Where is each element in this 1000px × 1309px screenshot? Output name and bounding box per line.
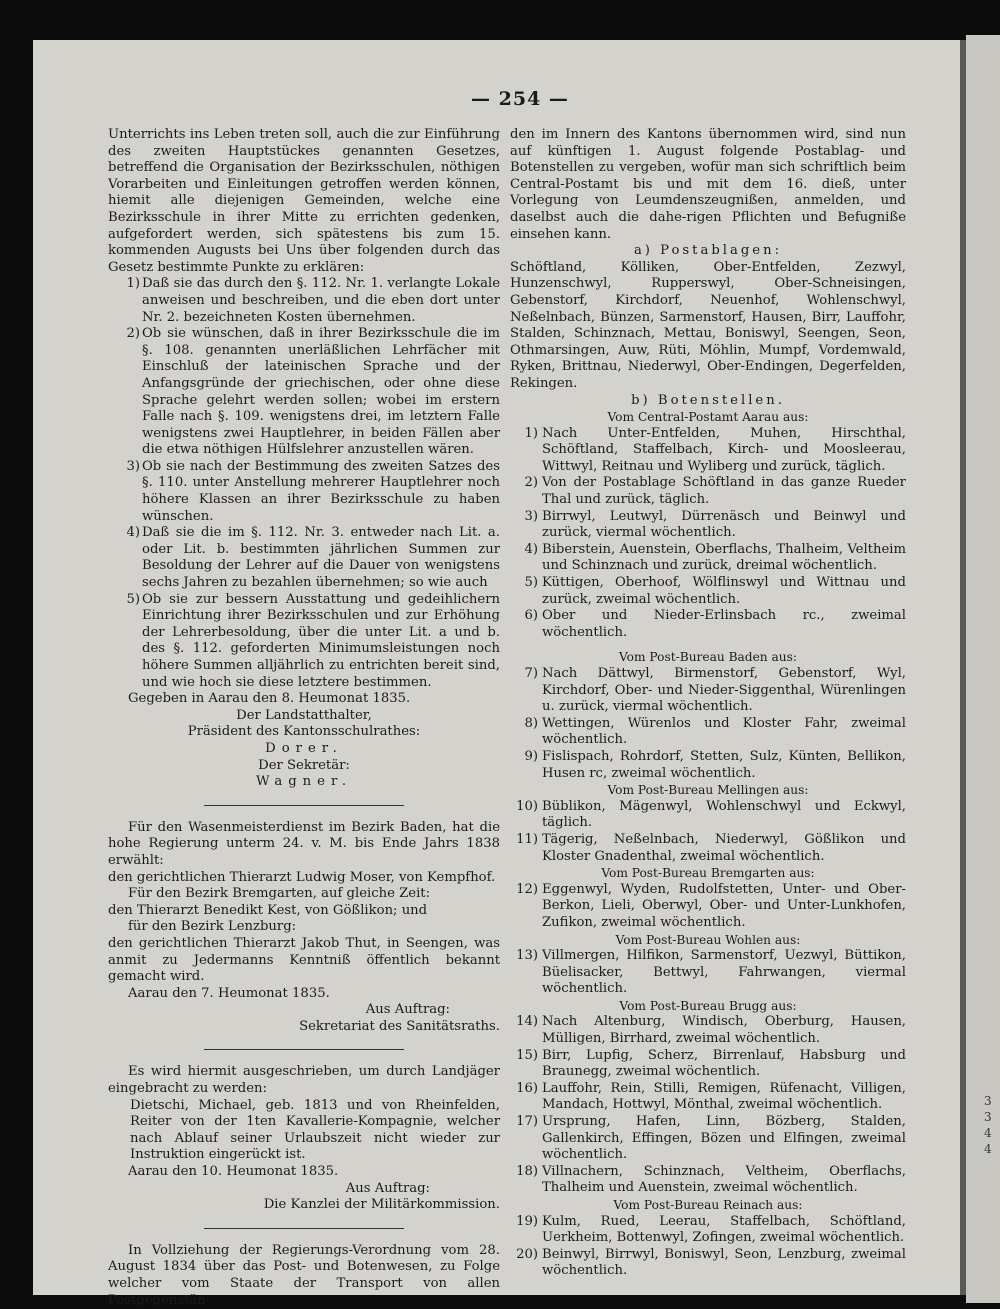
route-item [510,1014,906,1047]
notice-paragraph: Dietschi, Michael, geb. 1813 und von Rheinfelden, Reiter von der 1ten Kavallerie-Kompagnie, welcher nach Ablauf seiner Urlaubszeit nicht wieder zur Instruktion eingerückt ist. [130,1097,500,1163]
signature-name: Dorer. [265,740,343,756]
route-item [510,542,906,575]
office-heading: Vom Central-Postamt Aarau aus: [607,410,809,425]
right-column [510,127,906,1280]
route-number: 17) [516,1114,538,1130]
route-item [510,832,906,865]
list-item [108,525,500,591]
route-number: 19) [516,1213,538,1229]
route-number: 6) [524,608,538,624]
section-heading: a) Postablagen: [633,243,783,259]
office-heading: Vom Post-Bureau Baden aus: [618,650,798,665]
list-item [108,592,500,692]
office-heading: Vom Post-Bureau Bremgarten aus: [601,866,815,881]
route-text: Villmergen, Hilfikon, Sarmenstorf, Uezwyl, Büttikon, Büelisacker, Bettwyl, Fahrwangen, viermal wöchentlich. [542,948,906,997]
list-number: 5) [126,591,140,607]
route-item [510,799,906,832]
list-item [108,459,500,525]
route-text: Nach Altenburg, Windisch, Oberburg, Hausen, Mülligen, Birrhard, zweimal wöchentlich. [542,1014,906,1047]
notice-date: Aarau den 7. Heumonat 1835. [128,985,330,1001]
route-number: 18) [516,1163,538,1179]
margin-digit: 3 [984,1110,992,1124]
notice-signature: Die Kanzlei der Militärkommission. [263,1197,500,1213]
list-text: Ob sie zur bessern Ausstattung und gedeihlichern Einrichtung ihrer Bezirksschulen und zur Erhöhung der Lehrerbesoldung, über die unter Lit. a und b. des §. 112. geforderten Minimumsleistungen noch höhere Summen alljährlich zu entrichten bereit sind, und wie hoch sie diese letztere bestimmen. [142,591,500,690]
route-item [510,1081,906,1114]
page-gutter [960,40,966,1295]
route-item [510,608,906,641]
continued-paragraph: den im Innern des Kantons übernommen wird, sind nun auf künftigen 1. August folgende Postablag- und Botenstellen zu vergeben, wofür man sich schriftlich beim Central-Postamt bis und mit dem 16. dieß, unter Vorlegung von Leumdenszeugnißen, anmelden, und daselbst auch die dahe-rigen Pflichten und Befugniße einsehen kann. [510,127,906,242]
signature-title: Präsident des Kantonsschulrathes: [187,724,421,740]
route-item [510,749,906,782]
route-item [510,426,906,476]
route-item [510,882,906,932]
notice-paragraph: Es wird hiermit ausgeschrieben, um durch Landjäger eingebracht zu werden: [108,1064,500,1097]
office-heading: Vom Post-Bureau Mellingen aus: [607,783,809,798]
route-text: Kulm, Rued, Leerau, Staffelbach, Schöftland, Uerkheim, Bottenwyl, Zofingen, zweimal wöchentlich. [542,1213,906,1246]
route-number: 5) [524,575,538,591]
left-column [108,127,500,1309]
signature-title: Der Landstatthalter, [236,707,372,723]
route-item [510,1164,906,1197]
given-date: Gegeben in Aarau den 8. Heumonat 1835. [128,691,411,707]
route-number: 11) [516,831,538,847]
office-heading: Vom Post-Bureau Brugg aus: [619,998,797,1013]
notice-line: den Thierarzt Benedikt Kest, von Gößlikon; und [108,902,428,918]
notice-line: Für den Bezirk Bremgarten, auf gleiche Zeit: [128,886,431,902]
adjacent-page [966,35,1000,1303]
office-heading: Vom Post-Bureau Reinach aus: [613,1198,803,1212]
route-number: 2) [524,475,538,491]
route-number: 7) [524,666,538,681]
list-number: 4) [126,525,140,541]
notice-paragraph: Für den Wasenmeisterdienst im Bezirk Baden, hat die hohe Regierung unterm 24. v. M. bis Ende Jahrs 1838 erwählt: [108,819,500,868]
office-heading: Vom Post-Bureau Wohlen aus: [615,932,801,947]
notice-line: den gerichtlichen Thierarzt Ludwig Moser, von Kempfhof. [108,869,496,885]
notice-paragraph: In Vollziehung der Regierungs-Verordnung vom 28. August 1834 über das Post- und Botenwesen, zu Folge welcher vom Staate der Transport von allen Postgegenstän- [108,1242,500,1308]
route-item [510,1048,906,1081]
route-text: Ursprung, Hafen, Linn, Bözberg, Stalden, Gallenkirch, Effingen, Bözen und Elfingen, zweimal wöchentlich. [542,1114,906,1163]
section-divider [204,1228,404,1229]
list-number: 2) [126,326,140,342]
route-number: 13) [516,948,538,964]
route-text: Ober und Nieder-Erlinsbach rc., zweimal wöchentlich. [542,608,906,640]
route-number: 8) [524,715,538,731]
route-number: 14) [516,1014,538,1030]
list-item [108,276,500,326]
notice-signature: Aus Auftrag: [365,1002,450,1018]
route-item [510,575,906,608]
route-number: 12) [516,881,538,897]
list-item [108,326,500,459]
route-number: 16) [516,1080,538,1096]
route-text: Beinwyl, Birrwyl, Boniswyl, Seon, Lenzburg, zweimal wöchentlich. [542,1246,906,1279]
route-number: 1) [524,425,538,441]
route-item [510,509,906,542]
notice-signature: Sekretariat des Sanitätsraths. [299,1018,500,1034]
route-text: Nach Unter-Entfelden, Muhen, Hirschthal, Schöftland, Staffelbach, Kirch- und Moosleerau, Wittwyl, Reitnau und Wyliberg und zurück, täglich. [542,425,906,474]
section-divider [204,1049,404,1050]
route-number: 10) [516,798,538,814]
list-text: Ob sie nach der Bestimmung des zweiten Satzes des §. 110. unter Anstellung mehrerer Hauptlehrer noch höhere Klassen an ihrer Bezirksschule zu haben wünschen. [142,458,500,524]
signature-name: Wagner. [255,774,353,790]
route-item [510,1247,906,1280]
margin-digit: 3 [984,1094,992,1108]
list-number: 1) [126,276,140,292]
route-text: Villnachern, Schinznach, Veltheim, Oberflachs, Thalheim und Auenstein, zweimal wöchentlich. [542,1163,906,1196]
route-text: Von der Postablage Schöftland in das ganze Rueder Thal und zurück, täglich. [542,475,906,508]
route-number: 20) [516,1246,538,1262]
route-item [510,716,906,749]
route-text: Nach Dättwyl, Birmenstorf, Gebenstorf, Wyl, Kirchdorf, Ober- und Nieder-Siggenthal, Würenlingen u. zurück, viermal wöchentlich. [542,666,906,715]
route-text: Birrwyl, Leutwyl, Dürrenäsch und Beinwyl und zurück, viermal wöchentlich. [542,508,906,541]
signature-title: Der Sekretär: [258,757,350,773]
notice-date: Aarau den 10. Heumonat 1835. [128,1164,339,1180]
route-number: 3) [524,508,538,524]
section-divider [204,805,404,806]
page-number: — 254 — [471,88,569,110]
margin-digit: 4 [984,1142,992,1156]
list-text: Daß sie die im §. 112. Nr. 3. entweder nach Lit. a. oder Lit. b. bestimmten jährlichen Summen zur Besoldung der Lehrer auf die Dauer von wenigstens sechs Jahren zu bezahlen übernehmen; so wie auch [142,525,500,591]
route-text: Fislispach, Rohrdorf, Stetten, Sulz, Künten, Bellikon, Husen rc, zweimal wöchentlich. [542,748,906,781]
route-item [510,1214,906,1247]
route-text: Eggenwyl, Wyden, Rudolfstetten, Unter- und Ober-Berkon, Lieli, Oberwyl, Ober- und Unter-Lunkhofen, Zufikon, zweimal wöchentlich. [542,881,906,930]
route-number: 15) [516,1047,538,1063]
route-item [510,1114,906,1164]
list-text: Ob sie wünschen, daß in ihrer Bezirksschule die im §. 108. genannten unerläßlichen Lehrfächer mit Einschluß der lateinischen Sprache und der Anfangsgründe der griechischen, oder ohne diese Sprache gelehrt werden sollen; wobei im erstern Falle nach §. 109. wenigstens drei, im letztern Falle wenigstens zwei Hauptlehrer, in beiden Fällen aber die etwa nöthigen Hülfslehrer anzustellen wären. [142,326,500,458]
notice-signature: Aus Auftrag: [345,1180,430,1196]
route-text: Büblikon, Mägenwyl, Wohlenschwyl und Eckwyl, täglich. [542,798,906,831]
notice-line: den gerichtlichen Thierarzt Jakob Thut, in Seengen, was anmit zu Jedermanns Kenntniß öffentlich bekannt gemacht wird. [108,935,500,985]
route-text: Küttigen, Oberhoof, Wölflinswyl und Wittnau und zurück, zweimal wöchentlich. [542,575,906,607]
route-text: Birr, Lupfig, Scherz, Birrenlauf, Habsburg und Braunegg, zweimal wöchentlich. [542,1047,906,1080]
route-item [510,475,906,508]
route-item [510,666,906,716]
margin-digit: 4 [984,1126,992,1140]
route-text: Lauffohr, Rein, Stilli, Remigen, Rüfenacht, Villigen, Mandach, Hottwyl, Mönthal, zweimal wöchentlich. [542,1080,906,1113]
route-text: Wettingen, Würenlos und Kloster Fahr, zweimal wöchentlich. [542,715,906,748]
route-text: Tägerig, Neßelnbach, Niederwyl, Gößlikon und Kloster Gnadenthal, zweimal wöchentlich. [542,831,906,864]
notice-line: für den Bezirk Lenzburg: [128,919,297,935]
route-number: 9) [524,748,538,764]
route-item [510,948,906,998]
intro-paragraph: Unterrichts ins Leben treten soll, auch die zur Einführung des zweiten Hauptstückes genannten Gesetzes, betreffend die Organisation der Bezirksschulen, nöthigen Vorarbeiten und Einleitungen getroffen werden können, hiemit alle diejenigen Gemeinden, welche eine Bezirksschule in ihrer Mitte zu errichten gedenken, aufgefordert werden, sich spätestens bis zum 15. kommenden Augusts bei Uns über folgenden durch das Gesetz bestimmte Punkte zu erklären: [108,127,500,275]
adjacent-page-digits [984,1093,992,1157]
route-number: 4) [524,541,538,557]
list-number: 3) [126,458,140,474]
list-text: Daß sie das durch den §. 112. Nr. 1. verlangte Lokale anweisen und beschreiben, und die eben dort unter Nr. 2. bezeichneten Kosten übernehmen. [142,276,500,325]
section-heading: b) Botenstellen. [631,392,785,408]
route-text: Biberstein, Auenstein, Oberflachs, Thalheim, Veltheim und Schinznach und zurück, dreimal wöchentlich. [542,541,906,574]
postablagen-list: Schöftland, Kölliken, Ober-Entfelden, Zezwyl, Hunzenschwyl, Rupperswyl, Ober-Schneisingen, Gebenstorf, Kirchdorf, Neuenhof, Wohlenschwyl, Neßelnbach, Bünzen, Sarmenstorf, Hausen, Birr, Lauffohr, Stalden, Schinznach, Mettau, Boniswyl, Seengen, Seon, Othmarsingen, Auw, Rüti, Möhlin, Mumpf, Vordemwald, Ryken, Brittnau, Niederwyl, Ober-Endingen, Degerfelden, Rekingen. [510,259,906,391]
